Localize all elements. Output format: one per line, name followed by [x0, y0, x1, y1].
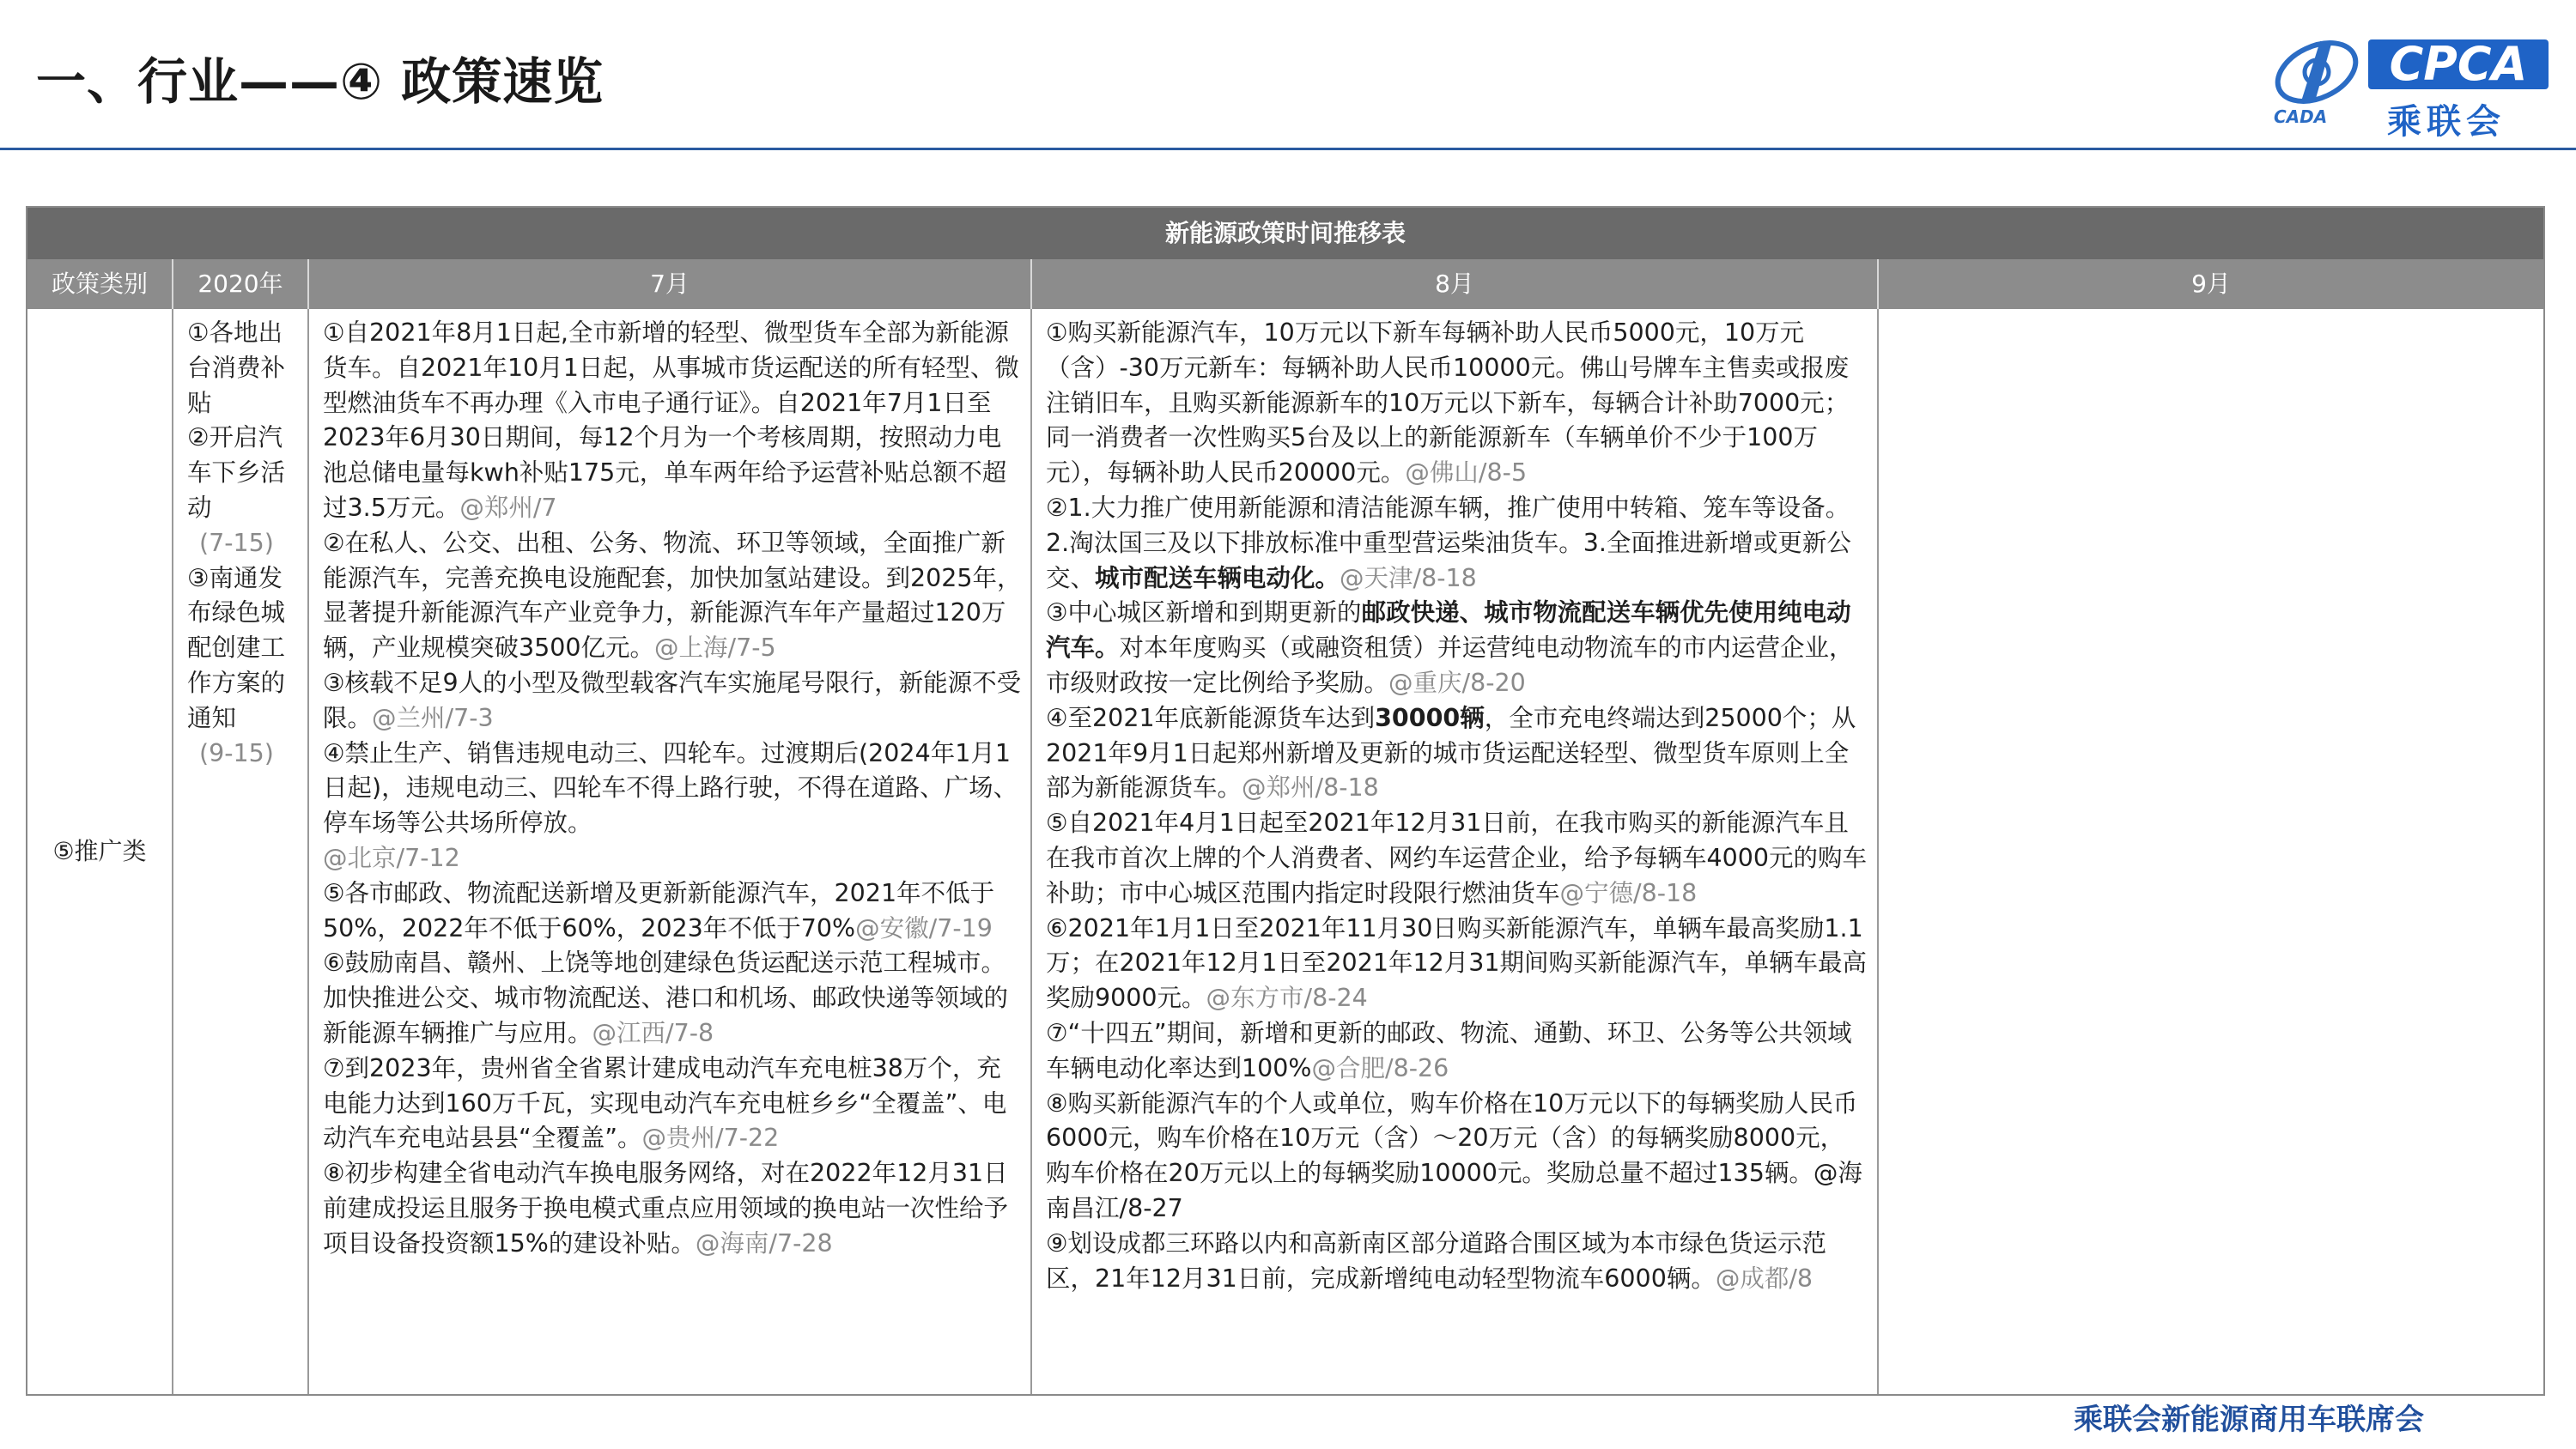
- list-item: ③南通发布绿色城配创建工作方案的通知 (9-15): [187, 563, 286, 767]
- page-title: 一、行业——④ 政策速览: [36, 52, 605, 111]
- list-item: ②开启汽车下乡活动 (7-15): [187, 423, 286, 557]
- list-item: ③中心城区新增和到期更新的邮政快递、城市物流配送车辆优先使用纯电动汽车。对本年度购买（或融资租赁）并运营纯电动物流车的市内运营企业，市级财政按一定比例给予奖励。@重庆/8-20: [1046, 598, 1854, 697]
- logo-cada-text: CADA: [2274, 106, 2328, 127]
- list-item: ④禁止生产、销售违规电动三、四轮车。过渡期后(2024年1月1日起)，违规电动三、四轮车不得上路行驶，不得在道路、广场、停车场等公共场所停放。 @北京/7-12: [323, 738, 1018, 872]
- logo-cn-text: 乘联会: [2387, 102, 2506, 142]
- col-header-category: 政策类别: [27, 259, 173, 309]
- table-title: 新能源政策时间推移表: [27, 208, 2543, 259]
- cada-emblem-icon: [2267, 34, 2370, 112]
- cell-july: [309, 309, 1032, 1394]
- footer-organization: 乘联会新能源商用车联席会: [2074, 1403, 2424, 1437]
- header-divider: [0, 148, 2576, 150]
- list-item: ⑧初步构建全省电动汽车换电服务网络，对在2022年12月31日前建成投运且服务于换电模式重点应用领域的换电站一次性给予项目设备投资额15%的建设补贴。@海南/7-28: [323, 1159, 1009, 1258]
- list-item: ⑨划设成都三环路以内和高新南区部分道路合围区域为本市绿色货运示范区，21年12月31日前，完成新增纯电动轻型物流车6000辆。@成都/8: [1046, 1228, 1827, 1293]
- category-label: ⑤推广类: [52, 836, 147, 865]
- cpca-logo: [2267, 34, 2550, 142]
- list-item: ⑤各市邮政、物流配送新增及更新新能源汽车，2021年不低于50%，2022年不低于60%，2023年不低于70%@安徽/7-19: [323, 878, 995, 943]
- cell-september: [1879, 309, 2543, 1394]
- list-item: ⑦到2023年，贵州省全省累计建成电动汽车充电桩38万个，充电能力达到160万千瓦，实现电动汽车充电桩乡乡“全覆盖”、电动汽车充电站县县“全覆盖”。@贵州/7-22: [323, 1053, 1007, 1153]
- list-item: ①自2021年8月1日起,全市新增的轻型、微型货车全部为新能源货车。自2021年10月1日起，从事城市货运配送的所有轻型、微型燃油货车不再办理《入市电子通行证》。自2021年7月1日至2023年6月30日期间，每12个月为一个考核周期，按照动力电池总储电量每kwh补贴175元，单车两年给予运营补贴总额不超过3.5万元。@郑州/7: [323, 318, 1019, 522]
- cell-august: [1032, 309, 1879, 1394]
- list-item: ⑦“十四五”期间，新增和更新的邮政、物流、通勤、环卫、公务等公共领域车辆电动化率达到100%@合肥/8-26: [1046, 1018, 1852, 1082]
- col-header-july: 7月: [309, 259, 1032, 309]
- list-item: ②1.大力推广使用新能源和清洁能源车辆，推广使用中转箱、笼车等设备。2.淘汰国三及以下排放标准中重型营运柴油货车。3.全面推进新增或更新公交、城市配送车辆电动化。@天津/8-18: [1046, 493, 1851, 592]
- list-item: ②在私人、公交、出租、公务、物流、环卫等领域，全面推广新能源汽车，完善充换电设施配套，加快加氢站建设。到2025年，显著提升新能源汽车产业竞争力，新能源汽车年产量超过120万辆，产业规模突破3500亿元。@上海/7-5: [323, 528, 1022, 663]
- cell-2020: [173, 309, 309, 1394]
- policy-timeline-table: [26, 206, 2545, 1396]
- list-item: ③核载不足9人的小型及微型载客汽车实施尾号限行，新能源不受限。@兰州/7-3: [323, 668, 1022, 732]
- list-item: ①各地出台消费补贴: [187, 318, 286, 417]
- col-header-september: 9月: [1879, 259, 2543, 309]
- category-cell: [27, 309, 173, 1394]
- list-item: ⑥鼓励南昌、赣州、上饶等地创建绿色货运配送示范工程城市。加快推进公交、城市物流配送、港口和机场、邮政快递等领域的新能源车辆推广与应用。@江西/7-8: [323, 949, 1009, 1047]
- col-header-august: 8月: [1032, 259, 1879, 309]
- logo-cpca-text: CPCA: [2368, 39, 2549, 89]
- list-item: ⑥2021年1月1日至2021年11月30日购买新能源汽车，单辆车最高奖励1.1万；在2021年12月1日至2021年12月31期间购买新能源汽车，单辆车最高奖励9000元。@东方市/8-24: [1046, 913, 1867, 1013]
- list-item: ①购买新能源汽车，10万元以下新车每辆补助人民币5000元，10万元（含）-30万元新车：每辆补助人民币10000元。佛山号牌车主售卖或报废注销旧车，且购买新能源新车的10万元以下新车，每辆合计补助7000元；同一消费者一次性购买5台及以上的新能源新车（车辆单价不少于100万元），每辆补助人民币20000元。@佛山/8-5: [1046, 318, 1850, 488]
- list-item: ⑧购买新能源汽车的个人或单位，购车价格在10万元以下的每辆奖励人民币6000元，购车价格在10万元（含）～20万元（含）的每辆奖励8000元，购车价格在20万元以上的每辆奖励10000元。奖励总量不超过135辆。@海南昌江/8-27: [1046, 1088, 1862, 1222]
- list-item: ⑤自2021年4月1日起至2021年12月31日前，在我市购买的新能源汽车且在我市首次上牌的个人消费者、网约车运营企业，给予每辆车4000元的购车补助；市中心城区范围内指定时段限行燃油货车@宁德/8-18: [1046, 809, 1868, 907]
- list-item: ④至2021年底新能源货车达到30000辆，全市充电终端达到25000个；从2021年9月1日起郑州新增及更新的城市货运配送轻型、微型货车原则上全部为新能源货车。@郑州/8-18: [1046, 703, 1856, 803]
- col-header-2020: 2020年: [173, 259, 309, 309]
